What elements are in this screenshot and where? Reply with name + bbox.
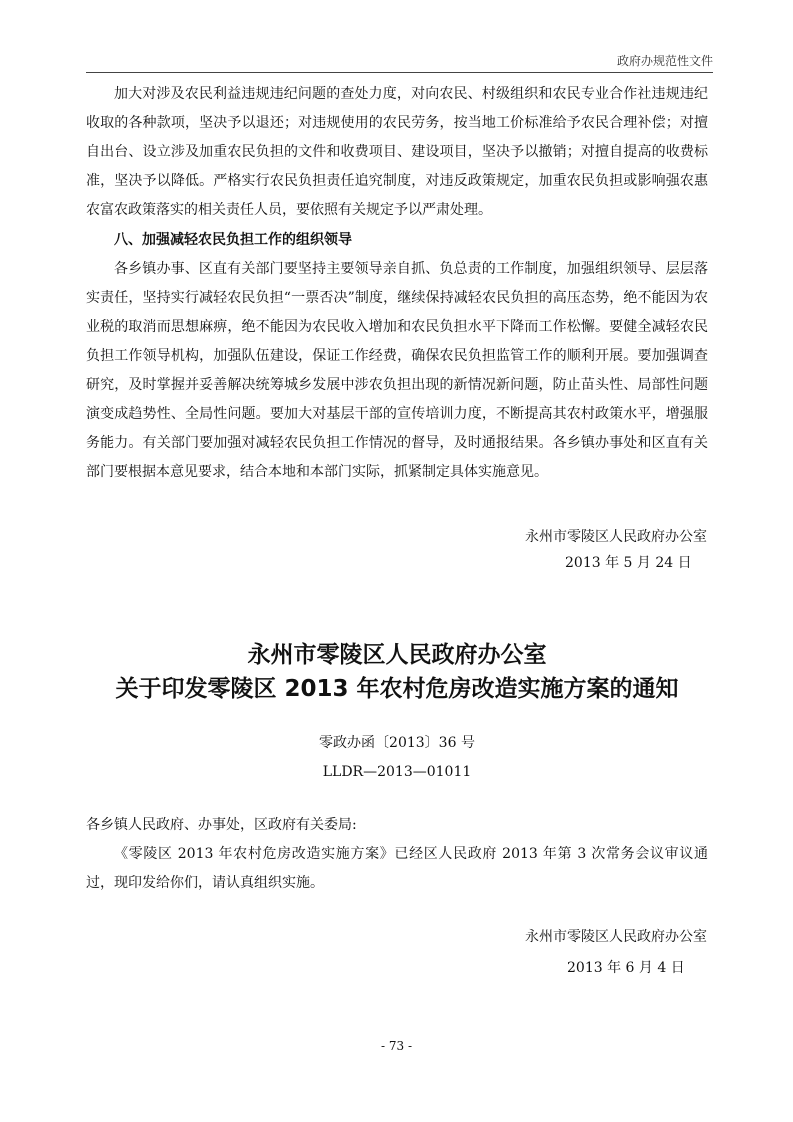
header-rule — [86, 72, 713, 73]
running-header: 政府办规范性文件 — [616, 54, 713, 68]
doc-number: 零政办函〔2013〕36 号 — [319, 735, 475, 751]
section-eight-paragraph: 各乡镇办事、区直有关部门要坚持主要领导亲自抓、负总责的工作制度，加强组织领导、层层落实责任，坚持实行减轻农民负担“一票否决”制度，继续保持减轻农民负担的高压态势，绝不能因为农业税的取消而思想麻痹，绝不能因为农民收入增加和农民负担水平下降而工作松懈。要健全减轻农民负担工作领导机构，加强队伍建设，保证工作经费，确保农民负担监管工作的顺利开展。要加强调查研究，及时掌握并妥善解决统筹城乡发展中涉农负担出现的新情况新问题，防止苗头性、局部性问题演变成趋势性、全局性问题。要加大对基层干部的宣传培训力度，不断提高其农村政策水平，增强服务能力。有关部门要加强对减轻农民负担工作情况的督导，及时通报结果。各乡镇办事处和区直有关部门要根据本意见要求，结合本地和本部门实际，抓紧制定具体实施意见。 — [86, 261, 708, 480]
notice-title — [86, 638, 708, 706]
signature-date-1: 2013 年 5 月 24 日 — [565, 555, 692, 571]
signature-date-2: 2013 年 6 月 4 日 — [567, 960, 685, 976]
document-body — [86, 80, 708, 487]
section-eight-heading: 八、加强减轻农民负担工作的组织领导 — [114, 232, 352, 248]
signature-org-1: 永州市零陵区人民政府办公室 — [525, 529, 707, 545]
doc-id: LLDR—2013—01011 — [322, 764, 472, 780]
page-number: - 73 - — [380, 1039, 412, 1053]
addressee: 各乡镇人民政府、办事处，区政府有关委局: — [86, 817, 357, 833]
notice-title-line2: 关于印发零陵区 2013 年农村危房改造实施方案的通知 — [115, 676, 679, 702]
section-seven-paragraph: 加大对涉及农民利益违规违纪问题的查处力度，对向农民、村级组织和农民专业合作社违规违纪收取的各种款项，坚决予以退还；对违规使用的农民劳务，按当地工价标准给予农民合理补偿；对擅自出台、设立涉及加重农民负担的文件和收费项目、建设项目，坚决予以撤销；对擅自提高的收费标准，坚决予以降低。严格实行农民负担责任追究制度，对违反政策规定，加重农民负担或影响强农惠农富农政策落实的相关责任人员，要依照有关规定予以严肃处理。 — [86, 86, 708, 218]
signature-org-2: 永州市零陵区人民政府办公室 — [525, 929, 707, 945]
notice-body: 《零陵区 2013 年农村危房改造实施方案》已经区人民政府 2013 年第 3 次常务会议审议通过，现印发给你们，请认真组织实施。 — [86, 846, 708, 891]
notice-title-line1: 永州市零陵区人民政府办公室 — [247, 642, 547, 668]
